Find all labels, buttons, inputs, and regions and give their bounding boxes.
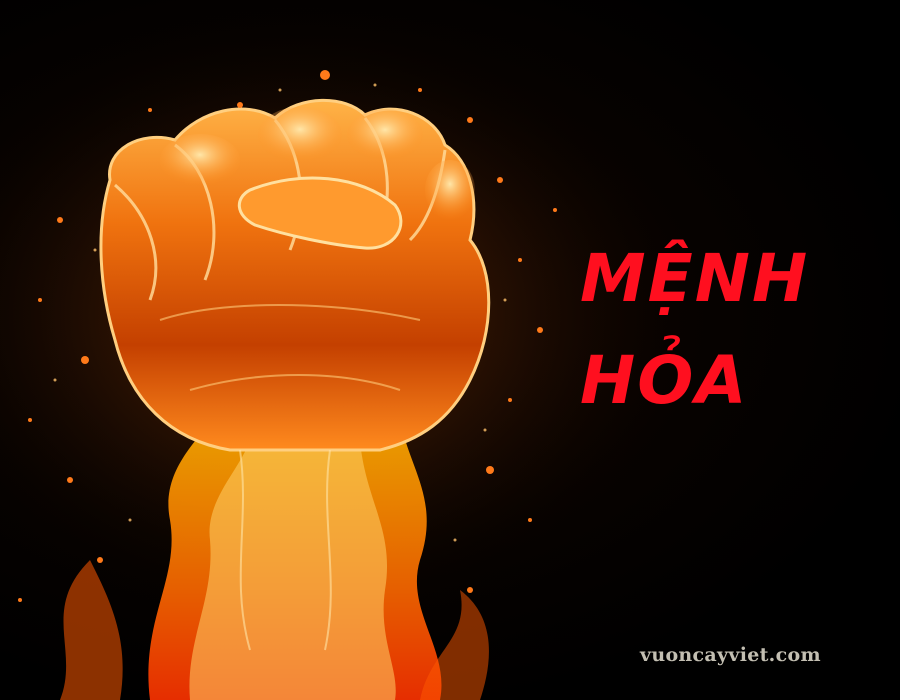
watermark: vuoncayviet.com bbox=[640, 644, 821, 666]
headline-line-1: MỆNH bbox=[580, 240, 810, 317]
headline-line-2: HỎA bbox=[580, 342, 749, 419]
headline bbox=[580, 228, 880, 432]
